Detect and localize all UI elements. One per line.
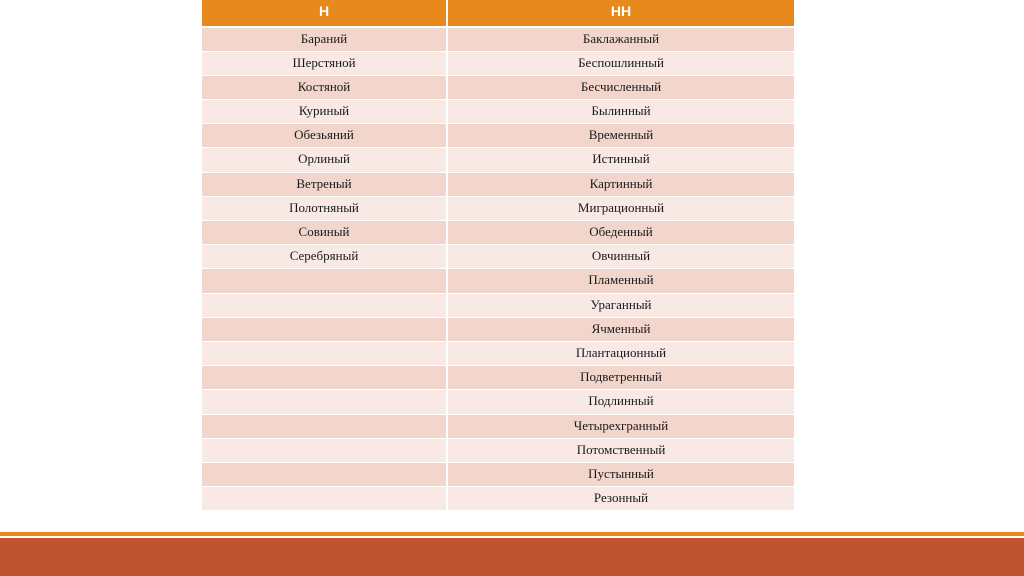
table-row	[202, 293, 794, 317]
footer-accent-line	[0, 532, 1024, 536]
cell-single-n	[202, 414, 447, 438]
word-table-container	[202, 0, 794, 511]
cell-single-n: Совиный	[202, 221, 447, 245]
table-row	[202, 366, 794, 390]
cell-single-n: Костяной	[202, 75, 447, 99]
table-row	[202, 221, 794, 245]
table-header-row	[202, 0, 794, 27]
cell-double-n: Пустынный	[447, 462, 794, 486]
table-row	[202, 172, 794, 196]
cell-single-n	[202, 366, 447, 390]
cell-double-n: Былинный	[447, 100, 794, 124]
header-double-n: НН	[447, 0, 794, 27]
table-row	[202, 51, 794, 75]
cell-double-n: Временный	[447, 124, 794, 148]
cell-double-n: Потомственный	[447, 438, 794, 462]
table-row	[202, 269, 794, 293]
cell-double-n: Обеденный	[447, 221, 794, 245]
table-row	[202, 438, 794, 462]
cell-double-n: Плантационный	[447, 341, 794, 365]
cell-double-n: Овчинный	[447, 245, 794, 269]
header-single-n: Н	[202, 0, 447, 27]
cell-single-n: Ветреный	[202, 172, 447, 196]
cell-single-n: Куриный	[202, 100, 447, 124]
cell-double-n: Картинный	[447, 172, 794, 196]
table-row	[202, 414, 794, 438]
cell-double-n: Подлинный	[447, 390, 794, 414]
cell-single-n: Орлиный	[202, 148, 447, 172]
cell-double-n: Истинный	[447, 148, 794, 172]
cell-single-n: Бараний	[202, 27, 447, 51]
cell-double-n: Ураганный	[447, 293, 794, 317]
table-row	[202, 124, 794, 148]
cell-single-n	[202, 390, 447, 414]
cell-double-n: Миграционный	[447, 196, 794, 220]
cell-single-n: Полотняный	[202, 196, 447, 220]
footer-bar	[0, 538, 1024, 576]
cell-single-n: Серебряный	[202, 245, 447, 269]
cell-single-n	[202, 462, 447, 486]
table-body	[202, 27, 794, 511]
table-row	[202, 487, 794, 511]
table-row	[202, 196, 794, 220]
cell-single-n	[202, 487, 447, 511]
cell-double-n: Пламенный	[447, 269, 794, 293]
cell-single-n	[202, 293, 447, 317]
cell-double-n: Бесчисленный	[447, 75, 794, 99]
table-row	[202, 27, 794, 51]
cell-double-n: Беспошлинный	[447, 51, 794, 75]
table-row	[202, 245, 794, 269]
cell-single-n: Обезьяний	[202, 124, 447, 148]
cell-single-n	[202, 438, 447, 462]
table-row	[202, 100, 794, 124]
cell-double-n: Резонный	[447, 487, 794, 511]
table-row	[202, 317, 794, 341]
table-row	[202, 75, 794, 99]
cell-single-n	[202, 269, 447, 293]
table-row	[202, 462, 794, 486]
cell-double-n: Подветренный	[447, 366, 794, 390]
cell-single-n: Шерстяной	[202, 51, 447, 75]
cell-double-n: Четырехгранный	[447, 414, 794, 438]
cell-double-n: Баклажанный	[447, 27, 794, 51]
cell-double-n: Ячменный	[447, 317, 794, 341]
table-row	[202, 390, 794, 414]
cell-single-n	[202, 341, 447, 365]
cell-single-n	[202, 317, 447, 341]
table-row	[202, 148, 794, 172]
table-row	[202, 341, 794, 365]
word-table	[202, 0, 794, 511]
